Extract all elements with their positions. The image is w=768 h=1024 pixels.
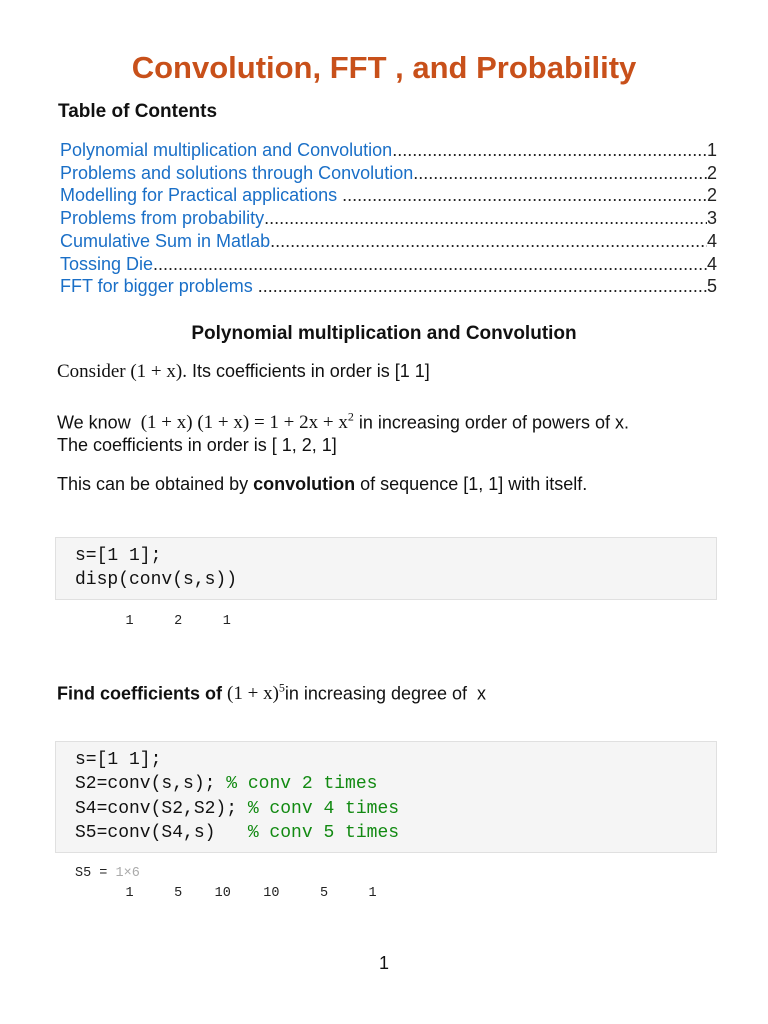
- toc-leader: [258, 275, 707, 298]
- code-text: S2=conv(s,s);: [75, 774, 227, 795]
- convolution-term: convolution: [253, 474, 356, 494]
- math-main: (1 + x): [227, 683, 279, 705]
- toc-page-number: 4: [706, 253, 717, 274]
- toc-link[interactable]: Polynomial multiplication and Convolution: [60, 140, 393, 160]
- code-line: [75, 821, 716, 845]
- code-text: S4=conv(S2,S2);: [75, 798, 248, 819]
- code-line: [75, 748, 716, 772]
- toc-page-number: 3: [706, 208, 717, 229]
- toc-link[interactable]: Tossing Die: [60, 253, 154, 274]
- find-bold-text: Find coefficients of: [57, 683, 223, 704]
- code-output: 1 2 1: [85, 614, 231, 629]
- toc-link[interactable]: Modelling for Practical applications: [60, 185, 343, 206]
- toc-entry[interactable]: [60, 253, 717, 276]
- toc-page-number: 2: [706, 185, 717, 206]
- toc-leader: [342, 184, 707, 207]
- code-line: s=[1 1];: [75, 546, 162, 566]
- toc-leader: [153, 253, 707, 276]
- section-heading: Polynomial multiplication and Convolution: [191, 323, 577, 344]
- toc-entry[interactable]: [60, 139, 717, 162]
- code-line: [75, 797, 716, 821]
- toc-page-number: 1: [706, 140, 717, 160]
- code-comment: % conv 4 times: [247, 798, 400, 819]
- toc-page-number: 2: [706, 162, 717, 183]
- obtained-suffix: of sequence [1, 1] with itself.: [355, 474, 588, 494]
- toc-page-number: 5: [706, 276, 717, 297]
- convolution-paragraph: [57, 472, 587, 496]
- toc-leader: [392, 139, 707, 162]
- table-of-contents: [60, 139, 717, 298]
- math-main: (1 + x) (1 + x) = 1 + 2x + x: [140, 412, 348, 434]
- math-exponent: 2: [347, 410, 354, 424]
- math-exponent: 5: [278, 681, 285, 695]
- toc-heading: Table of Contents: [58, 101, 218, 122]
- consider-paragraph: [57, 359, 430, 384]
- code-block[interactable]: [55, 537, 717, 600]
- toc-entry[interactable]: [60, 207, 717, 230]
- code-comment: % conv 5 times: [247, 822, 400, 843]
- code-output-header: [75, 866, 140, 881]
- toc-leader: [413, 162, 707, 185]
- find-coefficients-paragraph: [57, 676, 486, 706]
- document-title: Convolution, FFT , and Probability: [131, 50, 637, 85]
- code-text: s=[1 1];: [75, 750, 162, 770]
- toc-entry[interactable]: [60, 230, 717, 253]
- we-know-prefix: We know: [57, 412, 136, 433]
- output-variable: S5 =: [75, 866, 116, 881]
- math-expression: Consider (1 + x).: [57, 361, 187, 382]
- we-know-suffix: in increasing order of powers of x.: [353, 412, 629, 433]
- toc-link[interactable]: FFT for bigger problems: [60, 276, 258, 297]
- code-block[interactable]: [55, 741, 717, 853]
- code-line: [75, 772, 716, 796]
- consider-text: Its coefficients in order is [1 1]: [186, 361, 430, 381]
- toc-entry[interactable]: [60, 184, 717, 207]
- toc-link[interactable]: Problems and solutions through Convolution: [60, 162, 414, 183]
- toc-page-number: 4: [706, 230, 717, 251]
- math-expression: [141, 412, 354, 433]
- we-know-paragraph: [57, 405, 629, 435]
- toc-leader: [270, 230, 707, 253]
- code-line: disp(conv(s,s)): [75, 570, 238, 591]
- code-text: S5=conv(S4,s): [75, 822, 248, 843]
- toc-entry[interactable]: [60, 162, 717, 185]
- page-number: 1: [378, 953, 389, 973]
- math-expression: [227, 683, 285, 704]
- toc-entry[interactable]: [60, 275, 717, 298]
- obtained-prefix: This can be obtained by: [57, 474, 254, 494]
- toc-link[interactable]: Cumulative Sum in Matlab: [60, 230, 271, 251]
- coefficients-line: The coefficients in order is [ 1, 2, 1]: [57, 435, 337, 455]
- code-comment: % conv 2 times: [226, 774, 378, 795]
- toc-leader: [264, 207, 707, 230]
- code-output: 1 5 10 10 5 1: [85, 886, 377, 901]
- find-suffix: in increasing degree of x: [284, 683, 487, 704]
- output-dimensions: 1×6: [115, 866, 140, 881]
- toc-link[interactable]: Problems from probability: [60, 208, 265, 229]
